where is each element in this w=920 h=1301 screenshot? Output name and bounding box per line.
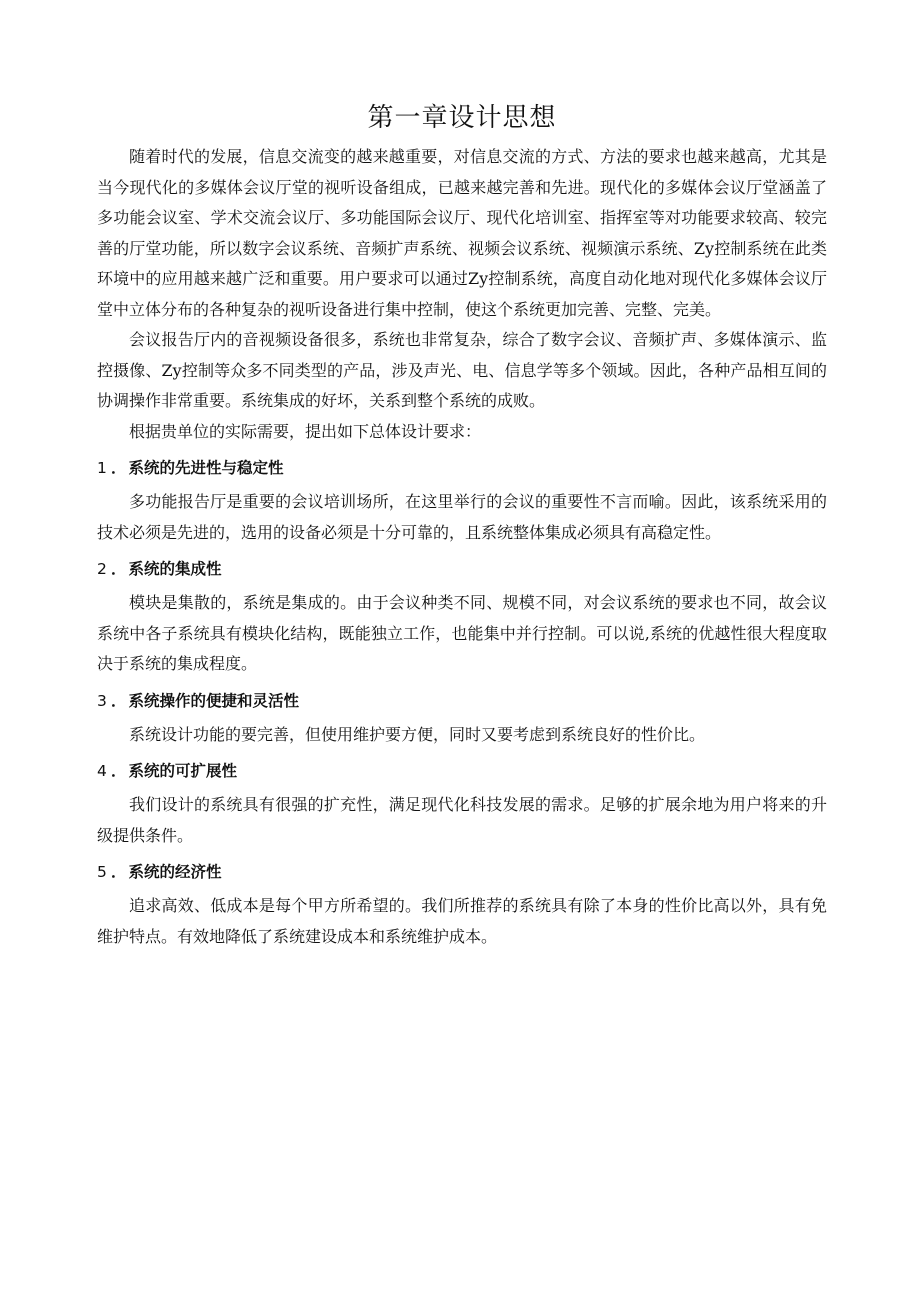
section-heading-text: 系统的可扩展性 <box>128 762 238 780</box>
section-body-1: 多功能报告厅是重要的会议培训场所，在这里举行的会议的重要性不言而喻。因此，该系统采用的技术必须是先进的，选用的设备必须是十分可靠的，且系统整体集成必须具有高稳定性。 <box>97 492 827 542</box>
section-heading-1: 1 ． 系统的先进性与稳定性 <box>97 453 827 483</box>
section-number: 2 <box>97 560 107 578</box>
section-heading-text: 系统的经济性 <box>128 863 222 881</box>
intro-paragraph-2: 会议报告厅内的音视频设备很多，系统也非常复杂，综合了数字会议、音频扩声、多媒体演示、监控摄像、Zy控制等众多不同类型的产品，涉及声光、电、信息学等多个领域。因此，各种产品相互间的协调操作非常重要。系统集成的好坏，关系到整个系统的成败。 <box>97 330 827 410</box>
intro-paragraph-1: 随着时代的发展，信息交流变的越来越重要，对信息交流的方式、方法的要求也越来越高，尤其是当今现代化的多媒体会议厅堂的视听设备组成，已越来越完善和先进。现代化的多媒体会议厅堂涵盖了多功能会议室、学术交流会议厅、多功能国际会议厅、现代化培训室、指挥室等对功能要求较高、较完善的厅堂功能，所以数字会议系统、音频扩声系统、视频会议系统、视频演示系统、Zy控制系统在此类环境中的应用越来越广泛和重要。用户要求可以通过Zy控制系统，高度自动化地对现代化多媒体会议厅堂中立体分布的各种复杂的视听设备进行集中控制，使这个系统更加完善、完整、完美。 <box>97 147 827 319</box>
section-heading-text: 系统的先进性与稳定性 <box>128 459 284 477</box>
section-body-3: 系统设计功能的要完善，但使用维护要方便，同时又要考虑到系统良好的性价比。 <box>129 724 706 744</box>
section-number: 4 <box>97 762 107 780</box>
section-heading-4: 4 ． 系统的可扩展性 <box>97 756 827 786</box>
section-heading-2: 2 ． 系统的集成性 <box>97 554 827 584</box>
section-heading-text: 系统的集成性 <box>128 560 222 578</box>
section-body-4: 我们设计的系统具有很强的扩充性，满足现代化科技发展的需求。足够的扩展余地为用户将来的升级提供条件。 <box>97 795 827 845</box>
document-page <box>97 98 827 952</box>
section-body-5: 追求高效、低成本是每个甲方所希望的。我们所推荐的系统具有除了本身的性价比高以外，具有免维护特点。有效地降低了系统建设成本和系统维护成本。 <box>97 896 827 946</box>
section-number: 3 <box>97 691 107 710</box>
section-number: 5 <box>97 863 107 881</box>
section-heading-3: 3 ． 系统操作的便捷和灵活性 <box>97 686 827 716</box>
section-heading-text: 系统操作的便捷和灵活性 <box>128 691 300 710</box>
section-body-2: 模块是集散的，系统是集成的。由于会议种类不同、规模不同，对会议系统的要求也不同，故会议系统中各子系统具有模块化结构，既能独立工作，也能集中并行控制。可以说,系统的优越性很大程度取决于系统的集成程度。 <box>97 593 827 673</box>
chapter-title: 第一章设计思想 <box>367 103 557 133</box>
section-number: 1 <box>97 459 107 477</box>
section-heading-5: 5 ． 系统的经济性 <box>97 857 827 887</box>
intro-paragraph-3: 根据贵单位的实际需要，提出如下总体设计要求： <box>129 421 482 441</box>
